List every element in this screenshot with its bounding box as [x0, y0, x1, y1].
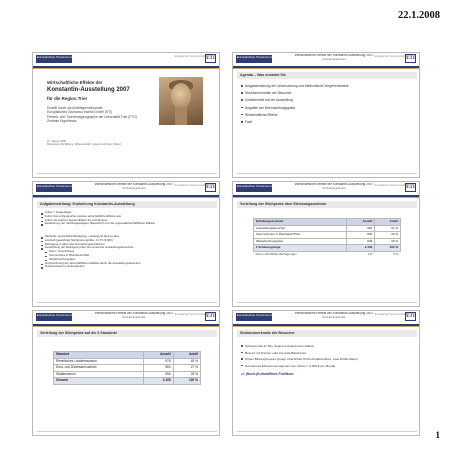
table-header-row: Erhebungszentrum Anzahl Anteil	[254, 219, 401, 226]
slide-header	[33, 182, 219, 195]
institute-label: Europäisches Tourismus Institut	[174, 56, 207, 58]
list-item: Dokumentation und Evidenzen	[41, 265, 217, 269]
list-item: Methode: persönliche Befragung, vorwiegend face-to-face	[41, 235, 217, 239]
table-row: davon schriftliche Befragungen 117 5 %	[255, 251, 399, 256]
list-item: Strukturmerkmale der Besucher	[241, 90, 417, 97]
list-item: Angaben der Übernachtungsgäste	[241, 105, 417, 112]
rationale-list	[41, 211, 217, 226]
list-item: ermittelt (gewichtet) Stichprobengröße: 2.170 (3.902)	[41, 239, 217, 243]
table-row: Sommerferien in Rheinland-Pfalz 830 30 %	[254, 232, 401, 239]
list-item: Hochrechnung der wirtschaftlichen Effekte durch die Ausstellungsbesucher	[41, 262, 217, 266]
slide-title: Agenda – Was erwartet Sie	[237, 72, 417, 79]
university-logo: Europäisches Tourismus Institut GmbH Universität Trier	[236, 55, 272, 63]
university-logo: Europäisches Tourismus Institut GmbH Universität Trier	[236, 313, 272, 321]
conclusion-text: => (Noch-)Kulturaffines Publikum	[241, 372, 294, 376]
slide-header	[233, 182, 419, 195]
list-item: Befragung in allen drei Ausstellungsstandorten	[41, 243, 217, 247]
institute-label: Europäisches Tourismus Institut	[174, 314, 207, 316]
title-subtitle: für die Region Trier	[47, 96, 88, 101]
presentation-date: 21. Januar 2008 Ministerium für Bildung, Wissenschaft, Jugend und Kultur, Mainz	[47, 140, 121, 147]
header-title: Wirtschaftliche Effekte der Konstantin-Ausstellung 2007 Zentrale Ergebnisse	[294, 54, 374, 61]
slide-thumbnail-1	[32, 52, 220, 178]
slide-header	[33, 53, 219, 66]
eti-badge: ETI	[406, 314, 415, 319]
list-item: Zufriedenheit mit der Ausstellung	[241, 97, 417, 104]
title-heading: Wirtschaftliche Effekte der	[47, 80, 103, 85]
visitor-features-list	[241, 343, 417, 369]
eti-badge: ETI	[206, 56, 215, 61]
header-rule-accent	[33, 68, 219, 69]
institute-label: Europäisches Tourismus Institut	[374, 56, 407, 58]
list-item: Besuch mit Partner oder Freunde/Bekannten	[241, 350, 417, 357]
page-date: 22.1.2008	[398, 10, 440, 21]
slide-title: Strukturmerkmale der Besucher	[237, 330, 417, 337]
table-total-row: Gesamt 2.155 100 %	[54, 378, 201, 385]
table-row: Ausstellungsbesucher 982 31 %	[254, 225, 401, 232]
slide-thumbnail-4	[232, 181, 420, 307]
institute-label: Europäisches Tourismus Institut	[374, 314, 407, 316]
eti-badge: ETI	[206, 185, 215, 190]
constantine-portrait-image	[159, 77, 203, 125]
slide-title: Verteilung der Stichprobe über Erhebungszentrum	[237, 201, 417, 208]
page-number: 1	[435, 430, 440, 440]
list-item: Wirtschaftliche Effekte	[241, 112, 417, 119]
list-item: Kultur als weicher Standortfaktor für eine Region	[41, 219, 217, 223]
eti-badge: ETI	[406, 56, 415, 61]
slide-header	[233, 311, 419, 324]
authors-block: Erstellt durch die Arbeitsgemeinschaft: Europäisches Tourismus Institut GmbH (ETI) Freizeit- und Tourismusgeographie der Universität Trier (FTG) Zentrale Ergebnisse	[47, 106, 138, 124]
slide-thumbnail-2	[232, 52, 420, 178]
header-title: Wirtschaftliche Effekte der Konstantin-Ausstellung 2007 Zentrale Ergebnisse	[94, 312, 174, 319]
table-row: Dom- und Diözesanmuseum 583 27 %	[54, 365, 201, 372]
sample-distribution-table	[253, 218, 401, 257]
university-logo: Europäisches Tourismus Institut GmbH Universität Trier	[36, 313, 72, 321]
university-logo: Europäisches Tourismus Institut GmbH Universität Trier	[36, 184, 72, 192]
slide-header	[233, 53, 419, 66]
institute-label: Europäisches Tourismus Institut	[174, 185, 207, 187]
slide-title: Verteilung der Stichprobe auf die 3 Standorte	[37, 330, 217, 337]
eti-badge: ETI	[206, 314, 215, 319]
list-item: Weiterbuchungsplan	[41, 258, 217, 262]
list-item: Gewichtung der Befragung über den Anteil der Ausstellungsbesucher:	[41, 246, 217, 250]
slide-thumbnail-6	[232, 310, 420, 436]
university-logo: Europäisches Tourismus Institut GmbH Universität Trier	[236, 184, 272, 192]
list-item: Hohes Bildungsniveau (knapp zwei Drittel Hochschulabschluss, zwei Drittel Abitur)	[241, 356, 417, 363]
slide-thumbnail-5	[32, 310, 220, 436]
table-total-row: Σ Erhebungstage 2.160 100 %	[254, 245, 401, 252]
location-distribution-table	[53, 351, 201, 385]
table-row: Stadtmuseum 596 28 %	[54, 371, 201, 378]
table-row: Weiterbuchungsplan 848 39 %	[254, 238, 401, 245]
list-item: Kultur löst umfangreiche positive wirtschaftliche Effekte aus	[41, 215, 217, 219]
header-title: Wirtschaftliche Effekte der Konstantin-Ausstellung 2007 Zentrale Ergebnisse	[94, 183, 174, 190]
main-title: Konstantin-Ausstellung 2007	[47, 87, 130, 93]
slide-header	[33, 311, 219, 324]
slide-title: Aufgabenstellung: Evaluierung Konstantin-Ausstellung	[37, 201, 217, 208]
slide-thumbnail-3	[32, 181, 220, 307]
header-title: Wirtschaftliche Effekte der Konstantin-Ausstellung 2007 Zentrale Ergebnisse	[294, 312, 374, 319]
eti-badge: ETI	[406, 185, 415, 190]
list-item: Gehobenes Einkommensegment (ein Viertel > 4.000 € pro Monat)	[241, 363, 417, 370]
list-item: Schwerpunkt im 50+ Segment (knapp über Drittel)	[241, 343, 417, 350]
list-item: Evaluierung der nachfrageseitigen (Besucher) und der regionalwirtschaftlichen Effekte	[41, 222, 217, 226]
university-logo: Europäisches Tourismus Institut GmbH Universität Trier	[36, 55, 72, 63]
list-item: Stern / Ansuchhaus	[41, 250, 217, 254]
table-header-row: Standort Anzahl Anteil	[54, 352, 201, 359]
list-item: Aufgabenstellung der Untersuchung und Methodische Vorgehensweise	[241, 83, 417, 90]
institute-label: Europäisches Tourismus Institut	[374, 185, 407, 187]
header-title: Wirtschaftliche Effekte der Konstantin-Ausstellung 2007 Zentrale Ergebnisse	[294, 183, 374, 190]
list-item: Sonnenhaus in Rheinland-Pfalz	[41, 254, 217, 258]
agenda-list	[241, 83, 417, 126]
slide-footer	[37, 173, 217, 174]
method-list	[41, 235, 217, 269]
list-item: Kultur = Imageträger	[41, 211, 217, 215]
list-item: Fazit	[241, 119, 417, 126]
table-row: Rheinisches Landesmuseum 976 45 %	[54, 358, 201, 365]
